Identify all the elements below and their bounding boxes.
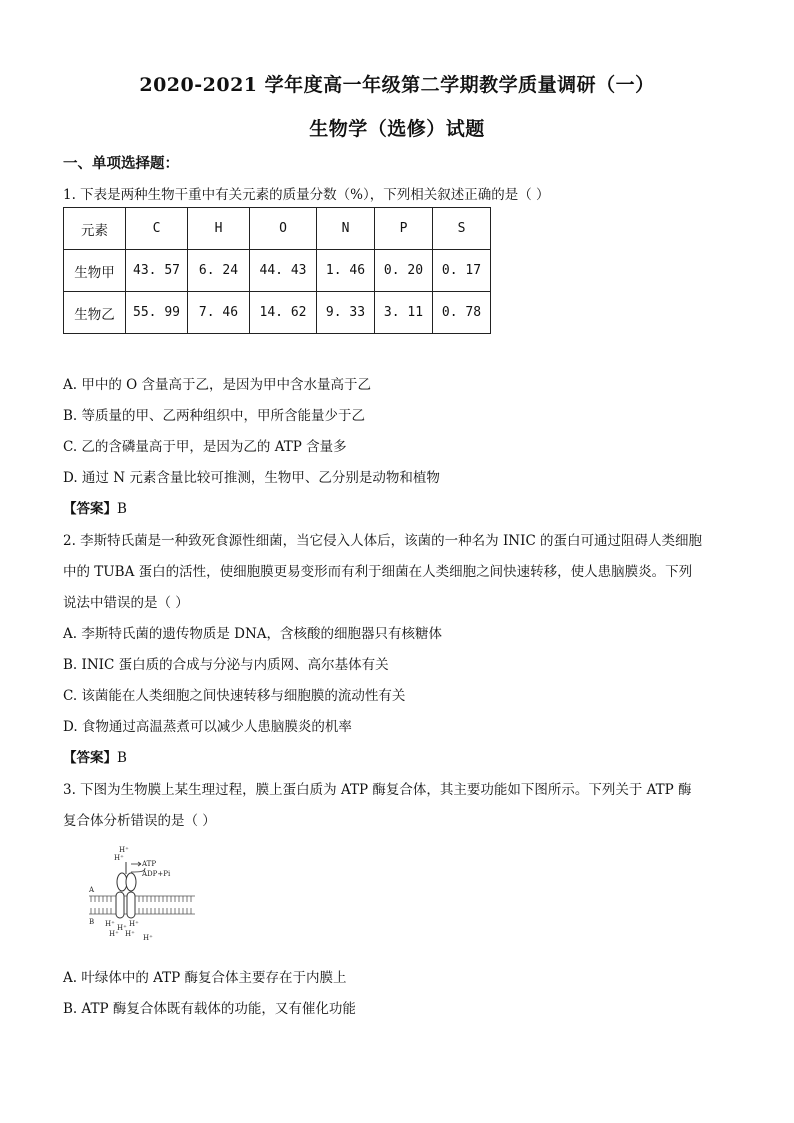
q2-option-c: C. 该菌能在人类细胞之间快速转移与细胞膜的流动性有关: [63, 688, 406, 704]
label-h-bottom: H⁺: [105, 920, 115, 928]
table-header-cell: 元素: [64, 208, 126, 250]
q1-option-d: D. 通过 N 元素含量比较可推测，生物甲、乙分别是动物和植物: [63, 470, 440, 486]
q1-option-c: C. 乙的含磷量高于甲，是因为乙的 ATP 含量多: [63, 439, 347, 455]
table-cell: 6. 24: [188, 250, 250, 292]
q1-option-b: B. 等质量的甲、乙两种组织中，甲所含能量少于乙: [63, 408, 366, 424]
exam-subtitle: 生物学（选修）试题: [309, 118, 485, 140]
exam-title: 2020-2021 学年度高一年级第二学期教学质量调研（一）: [139, 74, 655, 96]
label-h-bottom: H⁺: [109, 930, 119, 938]
table-row: [64, 250, 491, 292]
q2-stem-line-2: 中的 TUBA 蛋白的活性，使细胞膜更易变形而有利于细菌在人类细胞之间快速转移，使人患脑膜炎。下列: [63, 564, 693, 580]
table-cell: 1. 46: [317, 250, 375, 292]
table-header-cell: P: [375, 208, 433, 250]
table-cell: 0. 17: [433, 250, 491, 292]
q3-stem-line-2: 复合体分析错误的是（ ）: [63, 813, 216, 829]
element-table: [63, 207, 491, 334]
table-cell: 9. 33: [317, 292, 375, 334]
table-header-cell: N: [317, 208, 375, 250]
atp-synthase-figure: [87, 844, 197, 944]
table-cell: 14. 62: [250, 292, 317, 334]
label-h-bottom: H⁺: [129, 920, 139, 928]
label-h-top-1: H⁺: [119, 846, 129, 854]
q2-stem-line-1: 2. 李斯特氏菌是一种致死食源性细菌，当它侵入人体后，该菌的一种名为 INIC 的蛋白可通过阻碍人类细胞: [63, 533, 703, 549]
q2-stem-line-3: 说法中错误的是（ ）: [63, 595, 189, 611]
answer-value: B: [117, 501, 127, 517]
q2-answer: [63, 746, 127, 766]
label-h-top-2: H⁺: [114, 854, 124, 862]
label-h-bottom: H⁺: [125, 930, 135, 938]
table-cell: 55. 99: [126, 292, 188, 334]
table-cell: 3. 11: [375, 292, 433, 334]
atp-synthase-complex: [116, 862, 136, 918]
q1-answer: [63, 497, 127, 517]
table-cell: 生物甲: [64, 250, 126, 292]
table-cell: 44. 43: [250, 250, 317, 292]
label-h-bottom: H⁺: [143, 934, 153, 942]
table-row: [64, 292, 491, 334]
table-header-row: [64, 208, 491, 250]
section-heading: 一、单项选择题：: [63, 155, 179, 172]
table-cell: 0. 78: [433, 292, 491, 334]
q2-option-b: B. INIC 蛋白质的合成与分泌与内质网、高尔基体有关: [63, 657, 389, 673]
q3-option-a: A. 叶绿体中的 ATP 酶复合体主要存在于内膜上: [63, 970, 347, 986]
table-cell: 43. 57: [126, 250, 188, 292]
label-atp: ATP: [142, 860, 157, 868]
answer-tag: 【答案】: [63, 750, 117, 766]
label-h-bottom: H⁺: [117, 924, 127, 932]
table-header-cell: C: [126, 208, 188, 250]
answer-tag: 【答案】: [63, 501, 117, 517]
table-header-cell: O: [250, 208, 317, 250]
q1-option-a: A. 甲中的 O 含量高于乙，是因为甲中含水量高于乙: [63, 377, 371, 393]
label-side-b: B: [89, 918, 95, 926]
table-cell: 0. 20: [375, 250, 433, 292]
label-adp-pi: ADP+Pi: [142, 870, 171, 878]
label-side-a: A: [89, 886, 95, 894]
answer-value: B: [117, 750, 127, 766]
table-header-cell: S: [433, 208, 491, 250]
q3-stem-line-1: 3. 下图为生物膜上某生理过程，膜上蛋白质为 ATP 酶复合体，其主要功能如下图所示。下列关于 ATP 酶: [63, 782, 692, 798]
q1-stem: 1. 下表是两种生物干重中有关元素的质量分数（%），下列相关叙述正确的是（ ）: [63, 187, 550, 203]
q3-option-b: B. ATP 酶复合体既有载体的功能，又有催化功能: [63, 1001, 356, 1017]
membrane: [89, 896, 195, 914]
table-header-cell: H: [188, 208, 250, 250]
table-cell: 生物乙: [64, 292, 126, 334]
q2-option-a: A. 李斯特氏菌的遗传物质是 DNA，含核酸的细胞器只有核糖体: [63, 626, 443, 642]
table-cell: 7. 46: [188, 292, 250, 334]
q2-option-d: D. 食物通过高温蒸煮可以减少人患脑膜炎的机率: [63, 719, 352, 735]
